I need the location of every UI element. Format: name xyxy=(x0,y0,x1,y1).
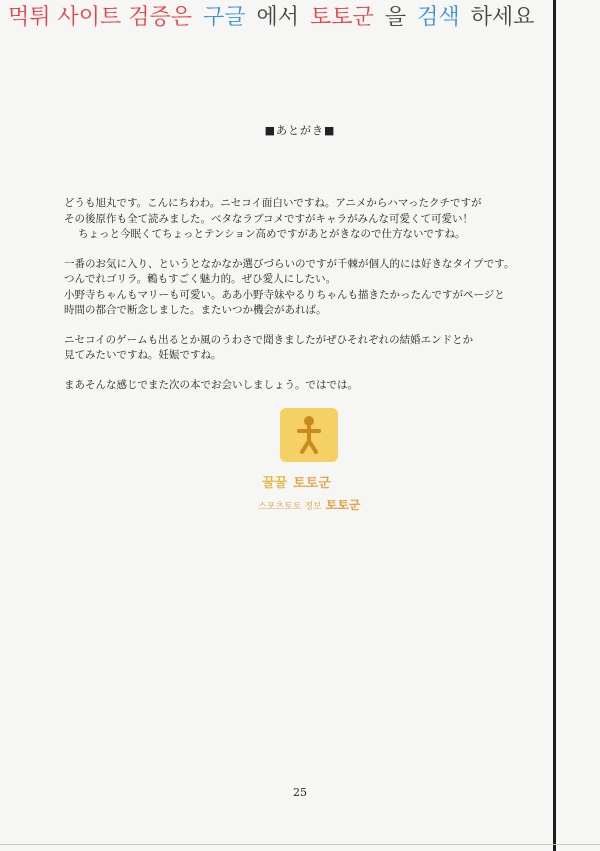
text-line: ちょっと今眠くてちょっとテンション高めですがあとがきなので仕方ないですね。 xyxy=(78,228,466,240)
watermark-text-2 xyxy=(258,496,361,513)
banner-text-3: 에서 xyxy=(256,5,300,30)
paragraph-2 xyxy=(64,257,534,319)
banner-text-6: 검색 xyxy=(417,5,460,30)
watermark-text-2a: 스포츠토토 정보 xyxy=(258,502,322,512)
ad-banner[interactable] xyxy=(0,0,600,40)
text-line: 小野寺ちゃんもマリーも可愛い。ああ小野寺妹やるりちゃんも描きたかったんですがページと xyxy=(64,288,505,301)
paragraph-3 xyxy=(64,333,534,364)
watermark-logo xyxy=(250,408,370,528)
banner-text-7: 하세요 xyxy=(470,5,535,30)
page-bottom-line xyxy=(0,844,600,845)
watermark-text-1a: 꿀꿀 xyxy=(262,476,288,491)
watermark-text-2b: 토토군 xyxy=(325,498,361,512)
text-line: どうも旭丸です。こんにちわわ。ニセコイ面白いですね。アニメからハマったクチですが xyxy=(64,197,482,209)
paragraph-4 xyxy=(64,378,534,394)
text-line: ニセコイのゲームも出るとか風のうわさで聞きましたがぜひそれぞれの結婚エンドとか xyxy=(64,333,474,346)
banner-text-2: 구글 xyxy=(203,5,246,30)
text-line: 時間の都合で断念しました。またいつか機会があれば。 xyxy=(64,304,327,316)
text-line: つんでれゴリラ。鶫もすごく魅力的。ぜひ愛人にしたい。 xyxy=(64,273,337,285)
watermark-text-1 xyxy=(262,472,331,491)
text-line: 一番のお気に入り、というとなかなか選びづらいのですが千棘が個人的には好きなタイプです。 xyxy=(64,257,515,270)
afterword-heading: ■あとがき■ xyxy=(264,124,336,137)
banner-text-1: 먹튀 사이트 검증은 xyxy=(8,5,193,30)
person-icon xyxy=(294,414,324,454)
banner-text-5: 을 xyxy=(384,5,407,30)
text-line: その後原作も全て読みました。ベタなラブコメですがキャラがみんな可愛くて可愛い！ xyxy=(64,212,473,225)
watermark-text-1b: 토토군 xyxy=(293,476,331,491)
text-line: 見てみたいですね。妊娠ですね。 xyxy=(64,349,222,361)
text-line: まあそんな感じでまた次の本でお会いしましょう。ではでは。 xyxy=(64,378,358,391)
page-number: 25 xyxy=(293,786,307,799)
afterword-body xyxy=(64,196,534,407)
paragraph-1 xyxy=(64,196,534,243)
banner-text-4: 토토군 xyxy=(310,5,374,30)
